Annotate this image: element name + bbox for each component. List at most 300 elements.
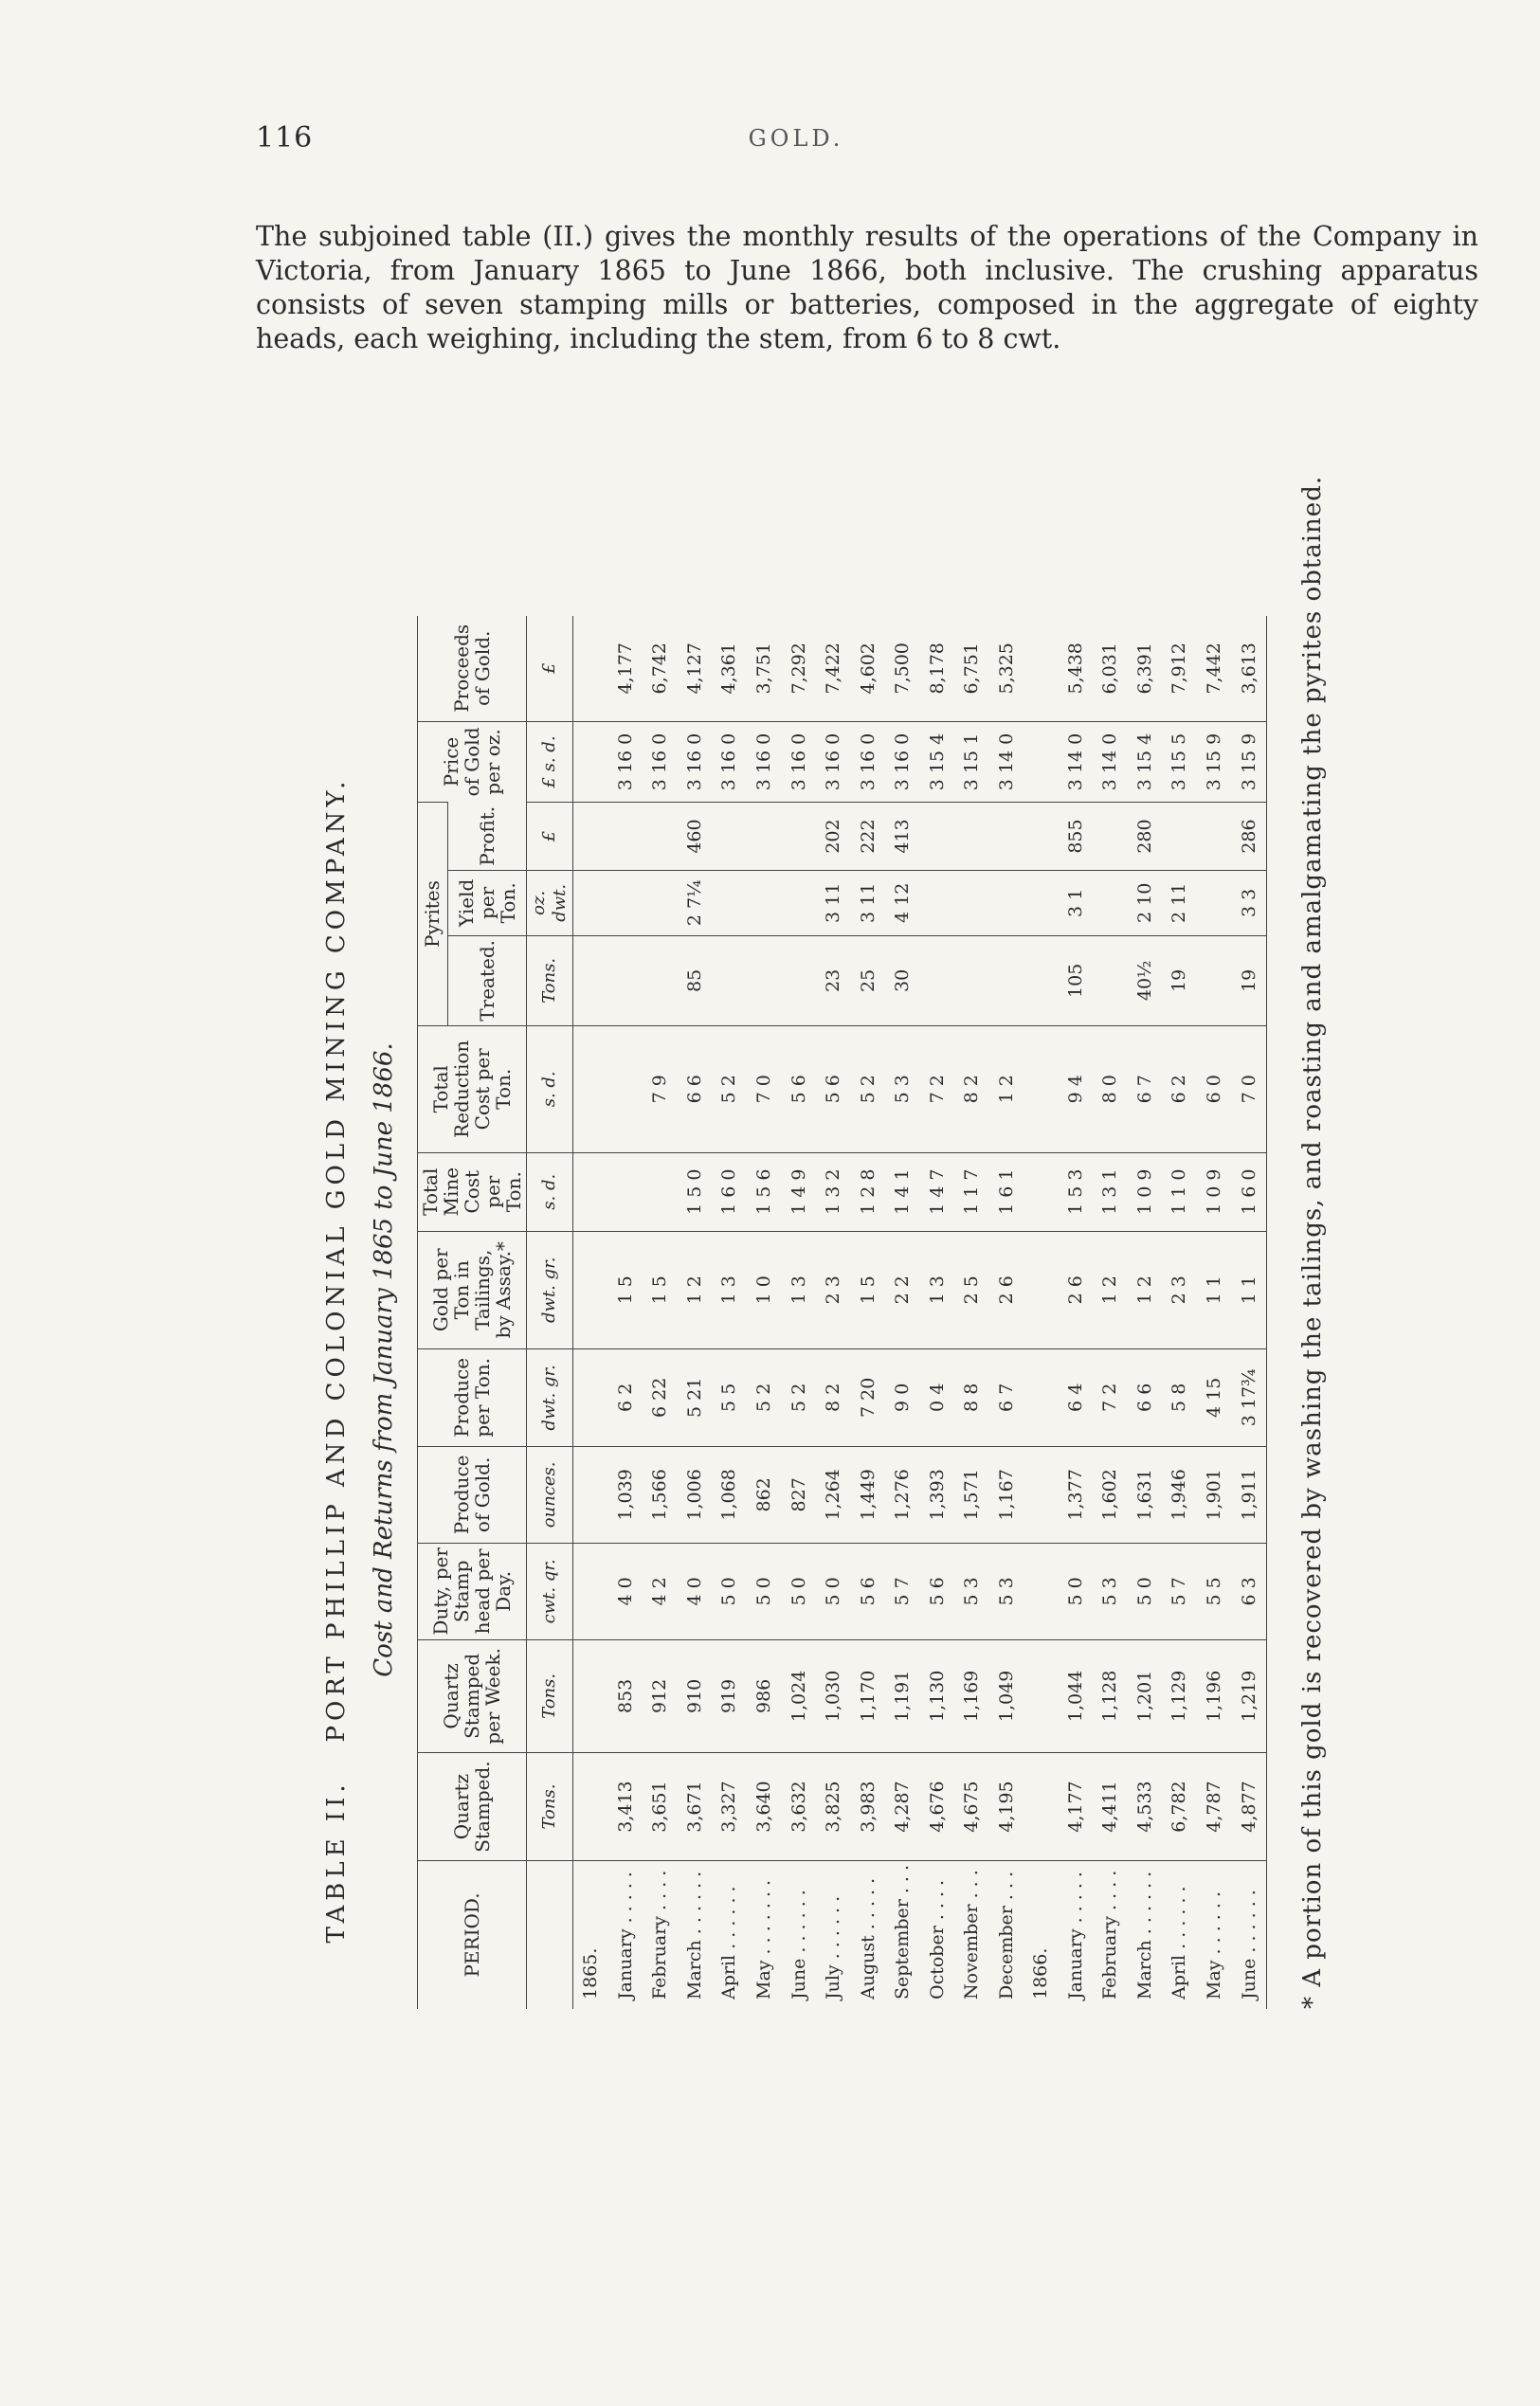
cell-duty: 5 7 xyxy=(1162,1544,1197,1640)
unit-proceeds: £ xyxy=(527,616,573,721)
cell-pf xyxy=(954,803,989,870)
cell-pf: 286 xyxy=(1231,803,1266,870)
cell-qs: 4,177 xyxy=(1059,1753,1094,1861)
cell-prod xyxy=(1024,1446,1059,1543)
table-row xyxy=(919,616,954,2009)
cell-pr: 3 14 0 xyxy=(1093,721,1128,803)
cell-pf xyxy=(988,803,1024,870)
cell-period: October . . . . xyxy=(919,1860,954,2009)
cell-prod: 1,911 xyxy=(1231,1446,1266,1543)
cell-duty: 5 3 xyxy=(988,1544,1024,1640)
cell-pt: 6 2 xyxy=(608,1348,643,1446)
cell-gt: 2 3 xyxy=(1162,1231,1197,1348)
cell-qw: 1,130 xyxy=(919,1639,954,1752)
cell-period: February . . . . xyxy=(1093,1860,1128,2009)
cell-duty: 5 7 xyxy=(885,1544,920,1640)
cell-pt: 4 15 xyxy=(1197,1348,1232,1446)
footnote: * A portion of this gold is recovered by washing the tailings, and roasting and amalgamating the pyrites obtained. xyxy=(1298,475,1327,2009)
cell-tr: 19 xyxy=(1231,935,1266,1025)
cell-tr xyxy=(954,935,989,1025)
cell-duty: 6 3 xyxy=(1231,1544,1266,1640)
cell-gt: 2 5 xyxy=(954,1231,989,1348)
table-row xyxy=(1093,616,1128,2009)
header-pyrites: Pyrites xyxy=(418,803,448,1025)
cell-pf xyxy=(573,803,608,870)
cell-period: March . . . . . . xyxy=(1128,1860,1163,2009)
cell-qw: 1,030 xyxy=(816,1639,851,1752)
rotated-table-block xyxy=(313,389,1355,2047)
cell-pc: 4,361 xyxy=(718,642,740,695)
cell-pc: 7,912 xyxy=(1169,642,1190,695)
cell-duty: 5 0 xyxy=(781,1544,816,1640)
cell-duty: 5 0 xyxy=(1128,1544,1163,1640)
cell-gt: 1 5 xyxy=(608,1231,643,1348)
cell-mc: 1 3 1 xyxy=(1093,1152,1128,1231)
cell-rc: 7 9 xyxy=(643,1025,678,1152)
cell-qs: 3,640 xyxy=(747,1753,782,1861)
cell-prod: 862 xyxy=(747,1446,782,1543)
cell-qs: 3,825 xyxy=(816,1753,851,1861)
cell-pr: 3 16 0 xyxy=(643,721,678,803)
cell-period: February . . . . xyxy=(643,1860,678,2009)
cell-pf xyxy=(781,803,816,870)
cell-prod: 1,901 xyxy=(1197,1446,1232,1543)
cell-pr: 3 15 9 xyxy=(1197,721,1232,803)
cell-prod: 1,167 xyxy=(988,1446,1024,1543)
cell-pt: 3 17¾ xyxy=(1231,1348,1266,1446)
cell-mc: 1 4 9 xyxy=(781,1152,816,1231)
cell-pf xyxy=(608,803,643,870)
cell-pt: 8 8 xyxy=(954,1348,989,1446)
cell-pt: 9 0 xyxy=(885,1348,920,1446)
cell-mc xyxy=(643,1152,678,1231)
cell-pt: 5 2 xyxy=(781,1348,816,1446)
cell-pf xyxy=(1024,803,1059,870)
cell-pc: 7,500 xyxy=(892,642,914,695)
cell-tr: 30 xyxy=(885,935,920,1025)
header-duty: Duty, per Stamp head per Day. xyxy=(418,1544,527,1640)
cell-rc: 6 6 xyxy=(678,1025,713,1152)
cell-duty: 5 5 xyxy=(1197,1544,1232,1640)
cell-duty: 5 0 xyxy=(712,1544,747,1640)
cell-qw: 1,049 xyxy=(988,1639,1024,1752)
cell-gt: 1 3 xyxy=(712,1231,747,1348)
unit-s-d: s. d. xyxy=(527,1152,573,1231)
table-caption xyxy=(322,673,351,2047)
table-row xyxy=(1197,616,1232,2009)
header-gold-tailings: Gold per Ton in Tailings, by Assay.* xyxy=(418,1231,527,1348)
cell-gt: 1 3 xyxy=(781,1231,816,1348)
cell-gt: 1 2 xyxy=(1128,1231,1163,1348)
header-yield: Yield per Ton. xyxy=(447,870,526,935)
cell-yd xyxy=(1093,870,1128,935)
unit-dwt-gr: dwt. gr. xyxy=(527,1348,573,1446)
cell-tr xyxy=(1024,935,1059,1025)
cell-qs: 3,651 xyxy=(643,1753,678,1861)
cell-qs: 4,411 xyxy=(1093,1753,1128,1861)
cell-qw: 1,128 xyxy=(1093,1639,1128,1752)
cell-pr: 3 16 0 xyxy=(816,721,851,803)
cell-pt: 5 8 xyxy=(1162,1348,1197,1446)
cell-pc: 6,751 xyxy=(961,642,983,695)
table-row xyxy=(954,616,989,2009)
cell-yd xyxy=(712,870,747,935)
cell-pc: 6,031 xyxy=(1099,642,1121,695)
cell-tr xyxy=(573,935,608,1025)
cell-pt: 8 2 xyxy=(816,1348,851,1446)
table-wrap xyxy=(417,616,1259,2009)
cell-tr: 19 xyxy=(1162,935,1197,1025)
cell-rc: 6 0 xyxy=(1197,1025,1232,1152)
cell-pr: 3 15 9 xyxy=(1231,721,1266,803)
cell-pr: 3 15 5 xyxy=(1162,721,1197,803)
cell-duty: 5 0 xyxy=(1059,1544,1094,1640)
cell-qw xyxy=(573,1639,608,1752)
cell-mc: 1 6 0 xyxy=(1231,1152,1266,1231)
cell-yd: 3 1 xyxy=(1059,870,1094,935)
cell-period: 1865. xyxy=(573,1860,608,2009)
cell-mc xyxy=(1024,1152,1059,1231)
cell-rc: 5 2 xyxy=(712,1025,747,1152)
unit-tons-week: Tons. xyxy=(527,1639,573,1752)
cell-qs: 4,675 xyxy=(954,1753,989,1861)
table-row xyxy=(643,616,678,2009)
cell-pr: 3 14 0 xyxy=(988,721,1024,803)
unit-oz-dwt: oz. dwt. xyxy=(527,870,573,935)
cell-gt: 2 6 xyxy=(1059,1231,1094,1348)
cell-yd xyxy=(1197,870,1232,935)
cell-tr: 23 xyxy=(816,935,851,1025)
unit-s-d-2: s. d. xyxy=(527,1025,573,1152)
cell-pc: 3,751 xyxy=(753,642,774,695)
cell-prod: 1,602 xyxy=(1093,1446,1128,1543)
cell-pc: 7,442 xyxy=(1203,642,1224,695)
cell-period: April . . . . . . xyxy=(712,1860,747,2009)
cell-tr: 105 xyxy=(1059,935,1094,1025)
cell-gt xyxy=(573,1231,608,1348)
cell-pf: 413 xyxy=(885,803,920,870)
cell-rc: 9 4 xyxy=(1059,1025,1094,1152)
cell-rc xyxy=(608,1025,643,1152)
cell-period: November . . . xyxy=(954,1860,989,2009)
cell-tr xyxy=(919,935,954,1025)
cell-mc: 1 4 1 xyxy=(885,1152,920,1231)
cell-gt: 1 0 xyxy=(747,1231,782,1348)
cell-qs: 4,533 xyxy=(1128,1753,1163,1861)
year-row xyxy=(573,616,608,2009)
cell-period: June . . . . . . xyxy=(781,1860,816,2009)
cell-gt: 2 3 xyxy=(816,1231,851,1348)
table-row xyxy=(1162,616,1197,2009)
cell-tr: 25 xyxy=(850,935,885,1025)
cell-pc: 3,613 xyxy=(1238,642,1259,695)
cell-pr: 3 16 0 xyxy=(712,721,747,803)
cell-rc xyxy=(573,1025,608,1152)
cell-rc: 6 7 xyxy=(1128,1025,1163,1152)
cell-qs: 3,671 xyxy=(678,1753,713,1861)
header-price: Price of Gold per oz. xyxy=(418,721,527,803)
unit-ounces: ounces. xyxy=(527,1446,573,1543)
cell-qs: 4,195 xyxy=(988,1753,1024,1861)
cell-mc: 1 6 0 xyxy=(712,1152,747,1231)
header-quartz-stamped: Quartz Stamped. xyxy=(418,1753,527,1861)
cell-pr: 3 15 4 xyxy=(919,721,954,803)
cell-mc: 1 2 8 xyxy=(850,1152,885,1231)
cell-pc: 4,602 xyxy=(857,642,879,695)
cell-period: May . . . . . . . xyxy=(747,1860,782,2009)
cell-qs: 4,287 xyxy=(885,1753,920,1861)
cell-mc: 1 0 9 xyxy=(1197,1152,1232,1231)
cell-pt: 5 2 xyxy=(747,1348,782,1446)
cell-pt: 6 4 xyxy=(1059,1348,1094,1446)
header-treated: Treated. xyxy=(447,935,526,1025)
cell-period: May . . . . . . xyxy=(1197,1860,1232,2009)
cell-tr xyxy=(1197,935,1232,1025)
cell-tr: 40½ xyxy=(1128,935,1163,1025)
cell-pt: 7 20 xyxy=(850,1348,885,1446)
cell-rc: 5 6 xyxy=(816,1025,851,1152)
table-row xyxy=(816,616,851,2009)
cell-gt: 1 2 xyxy=(1093,1231,1128,1348)
cell-gt: 1 5 xyxy=(643,1231,678,1348)
cell-pr xyxy=(1024,721,1059,803)
cell-duty xyxy=(1024,1544,1059,1640)
cell-pr: 3 14 0 xyxy=(1059,721,1094,803)
cell-rc: 6 2 xyxy=(1162,1025,1197,1152)
cell-mc xyxy=(573,1152,608,1231)
unit-pounds: £ xyxy=(527,803,573,870)
cell-duty: 4 2 xyxy=(643,1544,678,1640)
cell-qw: 986 xyxy=(747,1639,782,1752)
cell-yd xyxy=(781,870,816,935)
cell-rc: 5 6 xyxy=(781,1025,816,1152)
cell-mc: 1 5 3 xyxy=(1059,1152,1094,1231)
cell-mc: 1 5 0 xyxy=(678,1152,713,1231)
cell-mc: 1 6 1 xyxy=(988,1152,1024,1231)
cell-pf xyxy=(1197,803,1232,870)
cell-yd xyxy=(988,870,1024,935)
header-proceeds: Proceeds of Gold. xyxy=(418,616,527,721)
cell-qs xyxy=(573,1753,608,1861)
cell-rc: 8 2 xyxy=(954,1025,989,1152)
cell-pr: 3 16 0 xyxy=(678,721,713,803)
cell-gt: 2 2 xyxy=(885,1231,920,1348)
cell-rc: 7 0 xyxy=(1231,1025,1266,1152)
cell-pf: 280 xyxy=(1128,803,1163,870)
cell-pr: 3 15 4 xyxy=(1128,721,1163,803)
cell-prod: 1,068 xyxy=(712,1446,747,1543)
cell-duty: 5 6 xyxy=(919,1544,954,1640)
cell-rc: 8 0 xyxy=(1093,1025,1128,1152)
cell-pr xyxy=(573,721,608,803)
cell-pf xyxy=(747,803,782,870)
cell-duty: 5 0 xyxy=(816,1544,851,1640)
cell-yd xyxy=(747,870,782,935)
cell-mc: 1 0 9 xyxy=(1128,1152,1163,1231)
table-row xyxy=(608,616,643,2009)
cell-tr xyxy=(1093,935,1128,1025)
cell-qs: 4,787 xyxy=(1197,1753,1232,1861)
cell-prod: 1,566 xyxy=(643,1446,678,1543)
unit-treated-tons: Tons. xyxy=(527,935,573,1025)
table-row xyxy=(1128,616,1163,2009)
cell-gt: 1 3 xyxy=(919,1231,954,1348)
table-row xyxy=(850,616,885,2009)
cell-qw: 919 xyxy=(712,1639,747,1752)
header-produce: Produce of Gold. xyxy=(418,1446,527,1543)
cell-qs: 3,983 xyxy=(850,1753,885,1861)
cell-rc: 5 3 xyxy=(885,1025,920,1152)
cell-qs xyxy=(1024,1753,1059,1861)
cell-yd: 2 10 xyxy=(1128,870,1163,935)
unit-tailings: dwt. gr. xyxy=(527,1231,573,1348)
cell-duty xyxy=(573,1544,608,1640)
cell-qs: 3,327 xyxy=(712,1753,747,1861)
cell-pc: 8,178 xyxy=(926,642,948,695)
cell-prod xyxy=(573,1446,608,1543)
cell-period: December . . . xyxy=(988,1860,1024,2009)
cell-pc: 7,292 xyxy=(788,642,809,695)
returns-table xyxy=(417,616,1267,2009)
cell-yd: 3 11 xyxy=(816,870,851,935)
cell-pt: 6 7 xyxy=(988,1348,1024,1446)
cell-rc xyxy=(1024,1025,1059,1152)
cell-mc: 1 5 6 xyxy=(747,1152,782,1231)
cell-prod: 1,946 xyxy=(1162,1446,1197,1543)
cell-period: September . . . xyxy=(885,1860,920,2009)
cell-qs: 3,413 xyxy=(608,1753,643,1861)
cell-mc xyxy=(608,1152,643,1231)
cell-pt: 5 21 xyxy=(678,1348,713,1446)
cell-yd: 2 7¼ xyxy=(678,870,713,935)
table-label: TABLE II. xyxy=(322,1780,351,1944)
cell-qw: 1,196 xyxy=(1197,1639,1232,1752)
table-body xyxy=(573,616,1267,2009)
cell-period: June . . . . . . xyxy=(1231,1860,1266,2009)
header-produce-ton: Produce per Ton. xyxy=(418,1348,527,1446)
cell-tr: 85 xyxy=(678,935,713,1025)
cell-qw: 853 xyxy=(608,1639,643,1752)
unit-period xyxy=(527,1860,573,2009)
cell-prod: 1,393 xyxy=(919,1446,954,1543)
page-number: 116 xyxy=(256,121,314,154)
cell-pr: 3 16 0 xyxy=(747,721,782,803)
cell-prod: 1,276 xyxy=(885,1446,920,1543)
cell-pf: 855 xyxy=(1059,803,1094,870)
cell-pt: 5 5 xyxy=(712,1348,747,1446)
header-mine-cost: Total Mine Cost per Ton. xyxy=(418,1152,527,1231)
cell-qw: 1,170 xyxy=(850,1639,885,1752)
cell-period: July . . . . . . xyxy=(816,1860,851,2009)
cell-yd xyxy=(643,870,678,935)
cell-yd xyxy=(1024,870,1059,935)
cell-qs: 6,782 xyxy=(1162,1753,1197,1861)
cell-pc: 5,438 xyxy=(1064,642,1086,695)
cell-period: April . . . . . . xyxy=(1162,1860,1197,2009)
header-profit: Profit. xyxy=(447,803,526,870)
cell-prod: 1,006 xyxy=(678,1446,713,1543)
cell-tr xyxy=(643,935,678,1025)
cell-qw: 1,129 xyxy=(1162,1639,1197,1752)
cell-pc: 6,391 xyxy=(1133,642,1155,695)
cell-prod: 827 xyxy=(781,1446,816,1543)
table-row xyxy=(678,616,713,2009)
table-title: PORT PHILLIP AND COLONIAL GOLD MINING COMPANY. xyxy=(322,776,351,1743)
cell-pf xyxy=(919,803,954,870)
table-row xyxy=(1231,616,1266,2009)
cell-qw: 1,219 xyxy=(1231,1639,1266,1752)
cell-period: January . . . . . xyxy=(608,1860,643,2009)
cell-prod: 1,377 xyxy=(1059,1446,1094,1543)
cell-pf: 222 xyxy=(850,803,885,870)
cell-pf: 460 xyxy=(678,803,713,870)
running-head xyxy=(256,121,1336,159)
cell-qw: 1,201 xyxy=(1128,1639,1163,1752)
cell-pt: 7 2 xyxy=(1093,1348,1128,1446)
cell-qw: 1,024 xyxy=(781,1639,816,1752)
unit-tons: Tons. xyxy=(527,1753,573,1861)
cell-pf xyxy=(712,803,747,870)
cell-pr: 3 16 0 xyxy=(781,721,816,803)
cell-yd: 3 11 xyxy=(850,870,885,935)
cell-gt: 2 6 xyxy=(988,1231,1024,1348)
cell-gt: 1 2 xyxy=(678,1231,713,1348)
cell-duty: 4 0 xyxy=(678,1544,713,1640)
cell-period: August . . . . . xyxy=(850,1860,885,2009)
cell-period: 1866. xyxy=(1024,1860,1059,2009)
unit-price: £ s. d. xyxy=(527,721,573,803)
cell-pc: 5,325 xyxy=(995,642,1017,695)
cell-pf xyxy=(1162,803,1197,870)
cell-gt: 1 5 xyxy=(850,1231,885,1348)
cell-pc xyxy=(573,616,608,721)
cell-pf xyxy=(643,803,678,870)
cell-period: March . . . . . . xyxy=(678,1860,713,2009)
cell-duty: 5 6 xyxy=(850,1544,885,1640)
cell-duty: 5 0 xyxy=(747,1544,782,1640)
cell-duty: 4 0 xyxy=(608,1544,643,1640)
cell-yd xyxy=(573,870,608,935)
cell-mc: 1 1 0 xyxy=(1162,1152,1197,1231)
cell-tr xyxy=(608,935,643,1025)
cell-mc: 1 1 7 xyxy=(954,1152,989,1231)
cell-yd xyxy=(919,870,954,935)
cell-gt xyxy=(1024,1231,1059,1348)
cell-pt: 0 4 xyxy=(919,1348,954,1446)
cell-rc: 1 2 xyxy=(988,1025,1024,1152)
cell-tr xyxy=(747,935,782,1025)
cell-yd: 4 12 xyxy=(885,870,920,935)
cell-gt: 1 1 xyxy=(1197,1231,1232,1348)
cell-pt: 6 6 xyxy=(1128,1348,1163,1446)
cell-rc: 5 2 xyxy=(850,1025,885,1152)
cell-pf: 202 xyxy=(816,803,851,870)
unit-duty: cwt. qr. xyxy=(527,1544,573,1640)
cell-prod: 1,631 xyxy=(1128,1446,1163,1543)
cell-tr xyxy=(988,935,1024,1025)
cell-duty: 5 3 xyxy=(1093,1544,1128,1640)
cell-pc: 4,127 xyxy=(683,642,705,695)
cell-rc: 7 0 xyxy=(747,1025,782,1152)
cell-period: January . . . . . xyxy=(1059,1860,1094,2009)
cell-pc: 6,742 xyxy=(649,642,671,695)
cell-qw: 1,044 xyxy=(1059,1639,1094,1752)
cell-pt xyxy=(1024,1348,1059,1446)
cell-pt xyxy=(573,1348,608,1446)
cell-yd: 3 3 xyxy=(1231,870,1266,935)
year-row xyxy=(1024,616,1059,2009)
table-subtitle: Cost and Returns from January 1865 to June 1866. xyxy=(370,1042,398,1677)
